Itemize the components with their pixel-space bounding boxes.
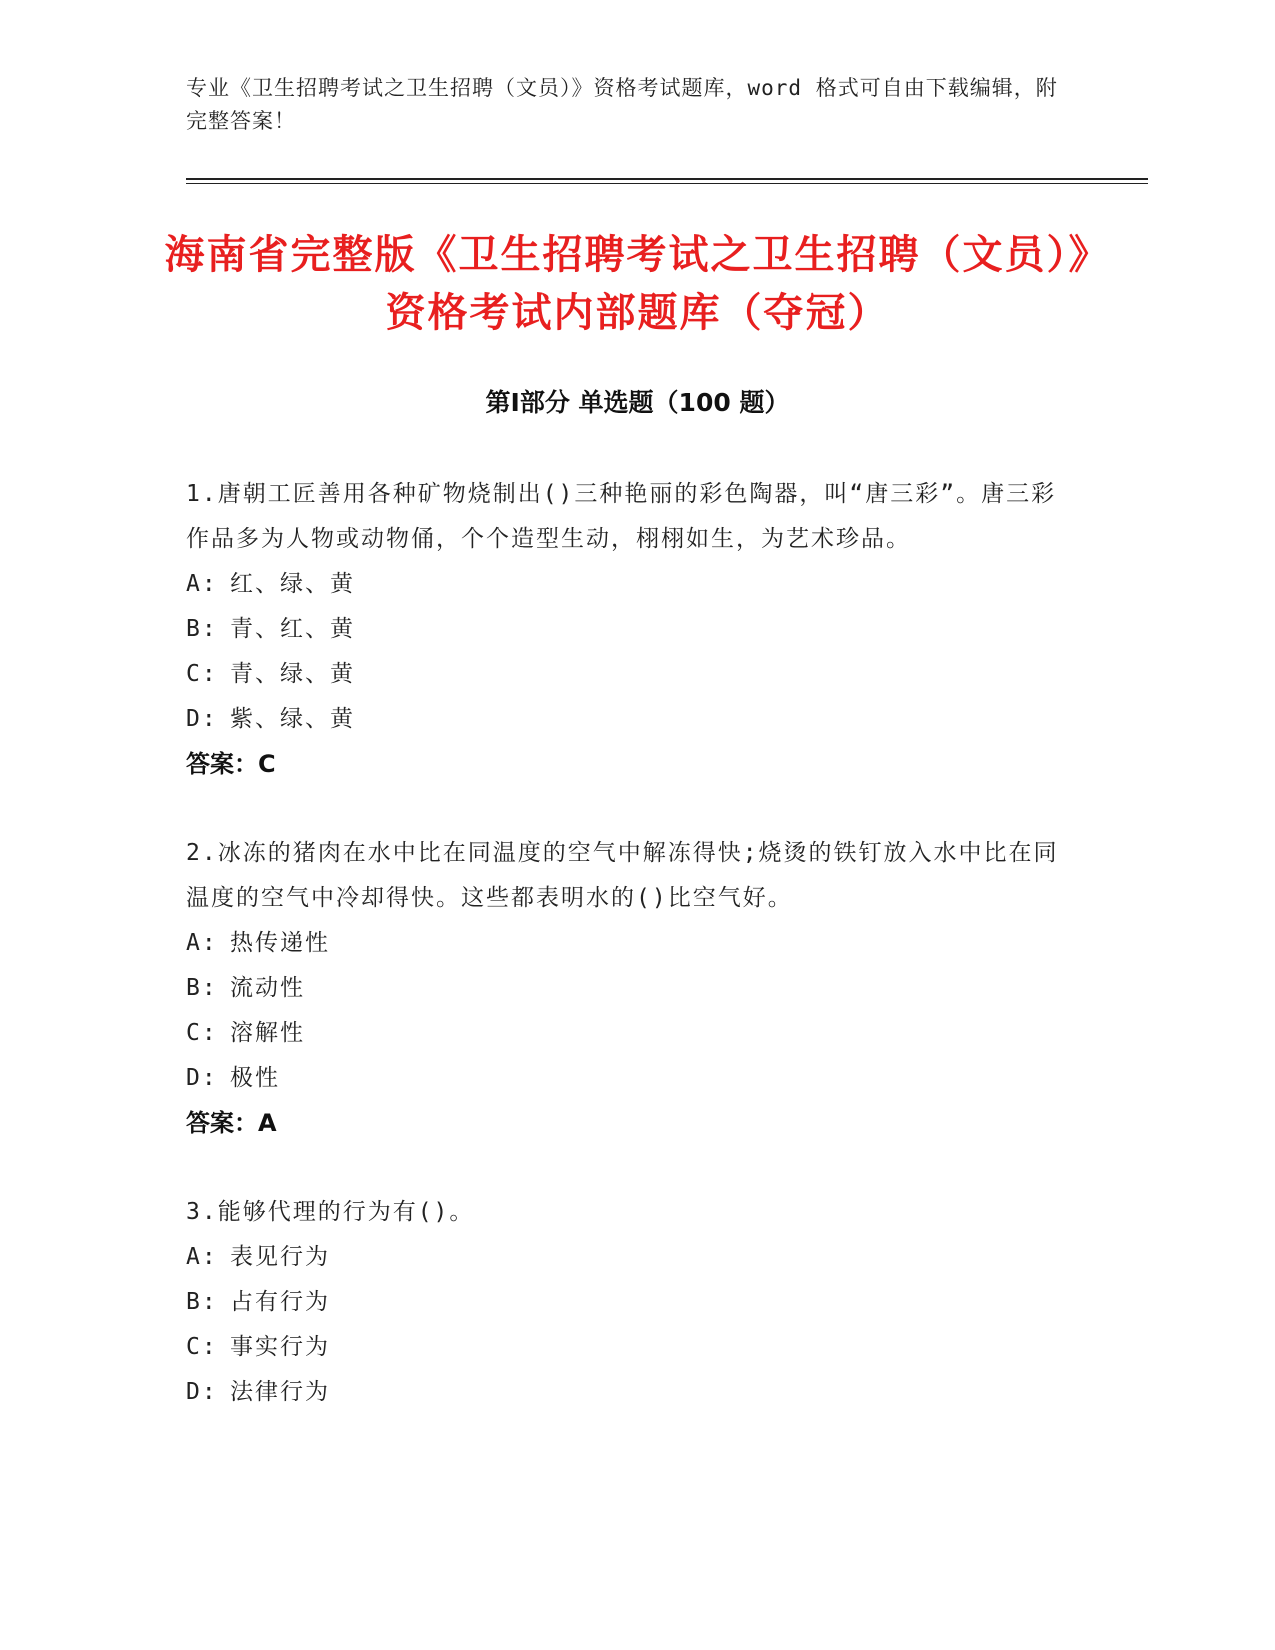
- header-note: 专业《卫生招聘考试之卫生招聘（文员）》资格考试题库，word 格式可自由下载编辑，附完整答案！: [186, 76, 1058, 133]
- option-text: 青、绿、黄: [230, 661, 355, 687]
- option-text: 紫、绿、黄: [230, 706, 355, 732]
- option-d: [186, 1056, 1066, 1101]
- option-text: 青、红、黄: [230, 616, 355, 642]
- option-text: 法律行为: [230, 1379, 330, 1405]
- option-text: 热传递性: [230, 930, 330, 956]
- option-b: [186, 966, 1066, 1011]
- option-letter: B:: [186, 616, 218, 642]
- option-a: [186, 1235, 1066, 1280]
- option-c: [186, 1011, 1066, 1056]
- option-d: [186, 1370, 1066, 1415]
- section-heading: 第Ⅰ部分 单选题（100 题）: [485, 388, 790, 417]
- option-text: 溶解性: [230, 1020, 305, 1046]
- option-letter: A:: [186, 1244, 218, 1270]
- option-text: 流动性: [230, 975, 305, 1001]
- option-d: [186, 697, 1066, 742]
- question-2: [186, 831, 1066, 1146]
- option-c: [186, 1325, 1066, 1370]
- question-list: [186, 472, 1066, 1459]
- answer-line: 答案：C: [186, 750, 276, 778]
- answer-line: 答案：A: [186, 1109, 277, 1137]
- option-b: [186, 607, 1066, 652]
- question-stem: 1.唐朝工匠善用各种矿物烧制出()三种艳丽的彩色陶器，叫“唐三彩”。唐三彩作品多为人物或动物俑，个个造型生动，栩栩如生，为艺术珍品。: [186, 481, 1057, 552]
- option-a: [186, 921, 1066, 966]
- option-text: 占有行为: [230, 1289, 330, 1315]
- option-letter: D:: [186, 1379, 218, 1405]
- option-letter: A:: [186, 930, 218, 956]
- option-letter: B:: [186, 975, 218, 1001]
- header-divider-thin: [186, 183, 1148, 184]
- option-c: [186, 652, 1066, 697]
- option-text: 极性: [230, 1065, 280, 1091]
- option-letter: B:: [186, 1289, 218, 1315]
- option-text: 红、绿、黄: [230, 571, 355, 597]
- question-stem: 3.能够代理的行为有()。: [186, 1199, 475, 1225]
- question-1: [186, 472, 1066, 787]
- option-text: 表见行为: [230, 1244, 330, 1270]
- option-b: [186, 1280, 1066, 1325]
- option-a: [186, 562, 1066, 607]
- option-letter: D:: [186, 706, 218, 732]
- question-3: [186, 1190, 1066, 1415]
- question-stem: 2.冰冻的猪肉在水中比在同温度的空气中解冻得快;烧烫的铁钉放入水中比在同温度的空气中冷却得快。这些都表明水的()比空气好。: [186, 840, 1059, 911]
- option-letter: D:: [186, 1065, 218, 1091]
- header-divider-thick: [186, 178, 1148, 180]
- option-text: 事实行为: [230, 1334, 330, 1360]
- option-letter: C:: [186, 1020, 218, 1046]
- option-letter: C:: [186, 661, 218, 687]
- option-letter: A:: [186, 571, 218, 597]
- option-letter: C:: [186, 1334, 218, 1360]
- document-title: 海南省完整版《卫生招聘考试之卫生招聘（文员）》资格考试内部题库（夺冠）: [164, 232, 1111, 336]
